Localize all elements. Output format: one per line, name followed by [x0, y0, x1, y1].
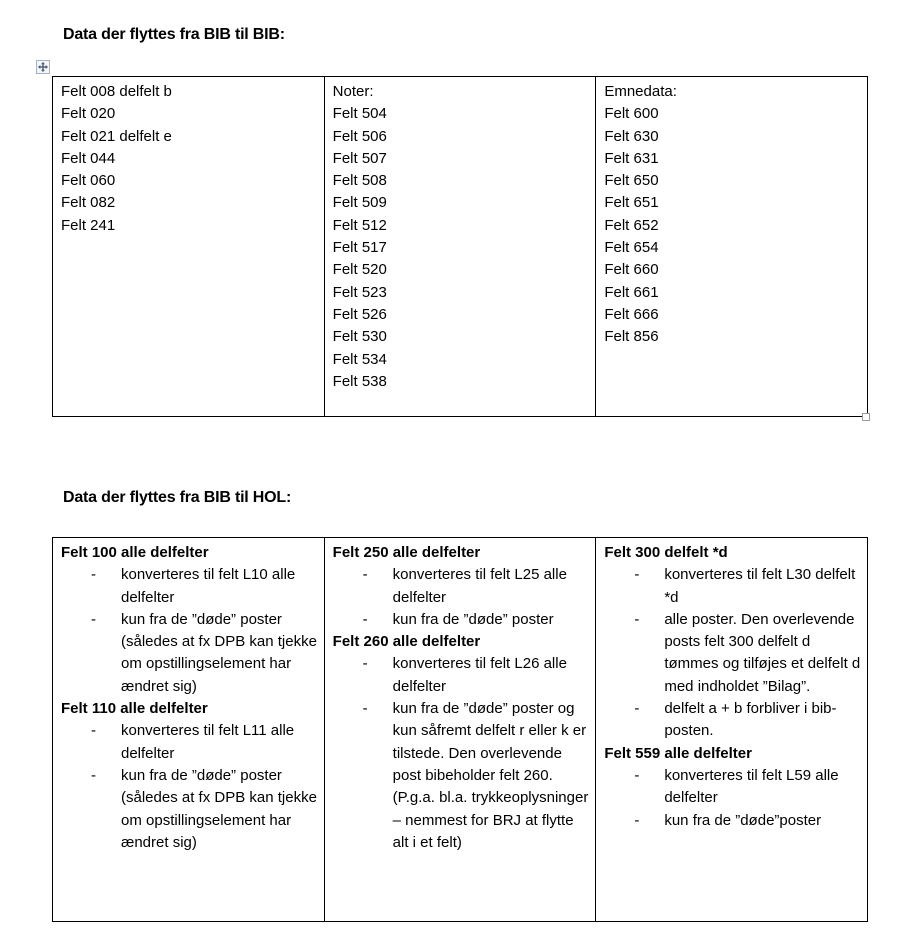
field-header: Felt 110 alle delfelter: [61, 700, 208, 718]
table-line: Felt 020: [61, 105, 116, 123]
table-line: Felt 512: [332, 216, 387, 234]
field-notes-list: [333, 564, 590, 631]
dash-bullet: -: [362, 700, 368, 718]
list-item: [604, 810, 861, 832]
table-line: Felt 631: [604, 149, 659, 167]
dash-bullet: -: [634, 566, 640, 584]
table-line: Felt 082: [61, 194, 116, 212]
table-line: Felt 523: [332, 283, 387, 301]
table-bib-to-hol: [52, 537, 868, 922]
list-item-text: delfelt a + b forbliver i bib-posten.: [664, 700, 837, 740]
table-bib-to-bib: [52, 76, 868, 417]
table-line: Felt 506: [332, 127, 387, 145]
table-column-felter: [53, 77, 324, 416]
list-item-text: kun fra de ”døde”poster: [664, 811, 822, 829]
field-header: Felt 559 alle delfelter: [604, 744, 752, 762]
table-resize-handle[interactable]: [862, 413, 870, 421]
table-line: Felt 661: [604, 283, 659, 301]
list-item: [604, 765, 861, 810]
table-line: Felt 520: [332, 261, 387, 279]
list-item: [604, 698, 861, 743]
list-item: [61, 765, 318, 854]
table-line: Felt 530: [332, 328, 387, 346]
dash-bullet: -: [634, 811, 640, 829]
table-column-emnedata: [595, 77, 867, 416]
list-item-text: konverteres til felt L26 alle delfelter: [392, 655, 567, 695]
dash-bullet: -: [362, 655, 368, 673]
dash-bullet: -: [634, 610, 640, 628]
field-notes-list: [604, 765, 861, 832]
table-move-handle[interactable]: [36, 60, 50, 74]
list-item: [604, 564, 861, 609]
table-line: Felt 652: [604, 216, 659, 234]
dash-bullet: -: [362, 566, 368, 584]
table-column-felt-250-260: [324, 538, 596, 921]
field-notes-list: [61, 564, 318, 698]
list-item-text: kun fra de ”døde” poster: [392, 610, 554, 628]
table-line: Felt 021 delfelt e: [61, 127, 172, 145]
list-item-text: konverteres til felt L30 delfelt *d: [664, 566, 856, 606]
table-line: Felt 504: [332, 105, 387, 123]
list-item-text: kun fra de ”døde” poster (således at fx DPB kan tjekke om opstillingselement har ændret sig): [121, 610, 317, 695]
table-line: Felt 526: [332, 305, 387, 323]
table-line: Felt 044: [61, 149, 116, 167]
table-line: Felt 630: [604, 127, 659, 145]
table-line: Felt 517: [332, 239, 387, 257]
section-title-bib-to-bib: Data der flyttes fra BIB til BIB:: [63, 26, 285, 43]
field-header: Felt 250 alle delfelter: [332, 544, 481, 561]
table-column-felt-300-559: [595, 538, 867, 921]
table-line: Felt 660: [604, 261, 659, 279]
table-line: Felt 508: [332, 172, 387, 190]
table-line: Felt 008 delfelt b: [61, 83, 172, 100]
list-item-text: konverteres til felt L11 alle delfelter: [121, 722, 295, 762]
table-line: Felt 060: [61, 172, 116, 190]
field-header: Felt 100 alle delfelter: [61, 544, 209, 561]
table-line: Felt 600: [604, 105, 659, 123]
table-line: Felt 856: [604, 328, 659, 346]
table-line: Felt 650: [604, 172, 659, 190]
field-notes-list: [604, 564, 861, 742]
table-line: Felt 651: [604, 194, 659, 212]
dash-bullet: -: [91, 722, 96, 740]
list-item-text: kun fra de ”døde” poster og kun såfremt delfelt r eller k er tilstede. Den overlevende post bibeholder felt 260. (P.g.a. bl.a. trykkeoplysninger – nemmest for BRJ at flytte alt i et felt): [392, 700, 589, 851]
list-item-text: kun fra de ”døde” poster (således at fx DPB kan tjekke om opstillingselement har ændret sig): [121, 766, 317, 851]
field-header: Felt 300 delfelt *d: [604, 544, 728, 561]
list-item-text: konverteres til felt L59 alle delfelter: [664, 766, 839, 807]
list-item: [61, 609, 318, 698]
table-line: Felt 507: [332, 149, 387, 167]
table-line: Felt 534: [332, 350, 387, 368]
list-item: [61, 720, 318, 765]
dash-bullet: -: [634, 766, 640, 784]
list-item: [61, 564, 318, 609]
list-item: [333, 653, 590, 698]
list-item-text: konverteres til felt L10 alle delfelter: [121, 566, 296, 606]
table-line: Noter:: [332, 83, 374, 100]
list-item: [333, 564, 590, 609]
table-line: Felt 654: [604, 239, 659, 257]
dash-bullet: -: [91, 610, 96, 628]
table-line: Felt 538: [332, 372, 387, 390]
list-item-text: konverteres til felt L25 alle delfelter: [392, 566, 567, 606]
dash-bullet: -: [91, 566, 96, 584]
table-line: Felt 666: [604, 305, 659, 323]
section-title-bib-to-hol: Data der flyttes fra BIB til HOL:: [63, 489, 292, 506]
list-item-text: alle poster. Den overlevende posts felt 300 delfelt d tømmes og tilføjes et delfelt d med indholdet ”Bilag”.: [664, 610, 861, 695]
dash-bullet: -: [634, 700, 640, 718]
move-icon: [38, 62, 48, 72]
list-item: [333, 609, 590, 631]
table-column-noter: [324, 77, 596, 416]
dash-bullet: -: [362, 610, 368, 628]
list-item: [333, 698, 590, 854]
field-notes-list: [61, 720, 318, 854]
table-line: Felt 241: [61, 216, 116, 234]
table-column-felt-100-110: [53, 538, 324, 921]
field-header: Felt 260 alle delfelter: [332, 633, 481, 651]
list-item: [604, 609, 861, 698]
table-line: Felt 509: [332, 194, 387, 212]
table-line: Emnedata:: [604, 83, 677, 100]
field-notes-list: [333, 653, 590, 854]
dash-bullet: -: [91, 766, 96, 784]
